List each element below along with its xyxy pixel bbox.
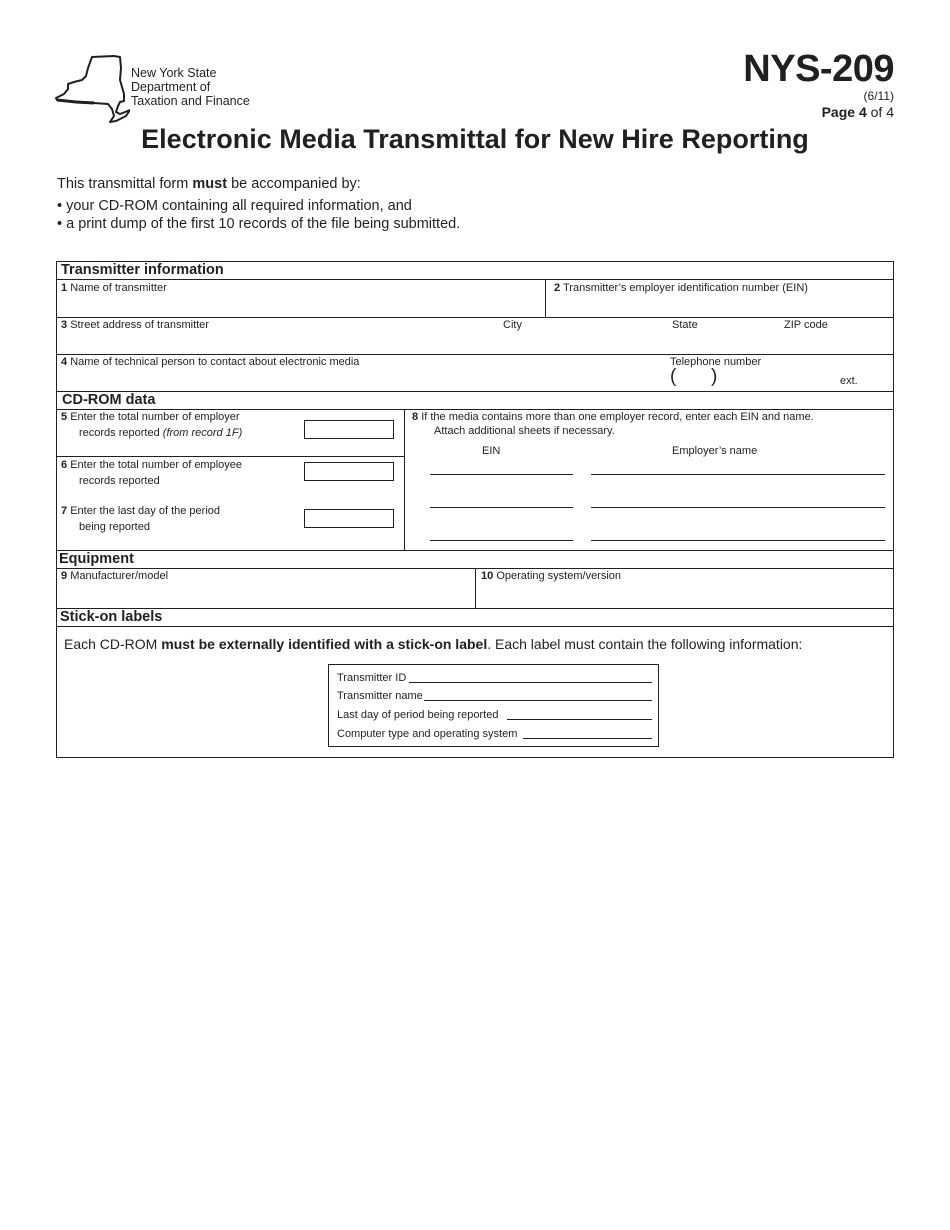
period-last-day-input[interactable] bbox=[304, 509, 394, 528]
area-code-close-paren: ) bbox=[711, 366, 718, 387]
field-4-label bbox=[61, 355, 359, 369]
state-label: State bbox=[672, 319, 698, 331]
field-8-line-2: Attach additional sheets if necessary. bbox=[434, 425, 615, 437]
agency-name bbox=[131, 66, 250, 108]
telephone-label: Telephone number bbox=[670, 356, 762, 368]
name-of-transmitter-input[interactable] bbox=[57, 295, 544, 316]
ein-column-header: EIN bbox=[482, 445, 501, 457]
field-1-number: 1 bbox=[61, 282, 68, 294]
field-10-label bbox=[481, 569, 621, 583]
label-item-computer-type: Computer type and operating system bbox=[337, 728, 518, 740]
field-3-number: 3 bbox=[61, 319, 68, 331]
field-8-number: 8 bbox=[412, 411, 419, 423]
intro-lead-after: be accompanied by: bbox=[231, 176, 361, 192]
field-7-line-2: being reported bbox=[79, 521, 150, 533]
form-revision: (6/11) bbox=[863, 89, 894, 103]
zip-label: ZIP code bbox=[784, 319, 828, 331]
field-2-label bbox=[554, 281, 808, 295]
field-10-number: 10 bbox=[481, 570, 494, 582]
transmitter-ein-input[interactable] bbox=[547, 295, 892, 316]
field-5-number: 5 bbox=[61, 411, 68, 423]
field-7-number: 7 bbox=[61, 505, 68, 517]
intro-lead-bold: must bbox=[192, 176, 228, 192]
field-1-text: Name of transmitter bbox=[70, 282, 167, 294]
section-cdrom-heading: CD-ROM data bbox=[62, 392, 156, 408]
field-8-line-1: If the media contains more than one employer record, enter each EIN and name. bbox=[421, 411, 814, 423]
page-of: of 4 bbox=[870, 104, 894, 120]
field-10-text: Operating system/version bbox=[496, 570, 622, 582]
label-item-transmitter-id: Transmitter ID bbox=[337, 672, 407, 684]
manufacturer-model-input[interactable] bbox=[57, 584, 473, 606]
state-input[interactable] bbox=[668, 333, 778, 353]
ein-line-2[interactable] bbox=[430, 507, 573, 508]
ein-line-1[interactable] bbox=[430, 474, 573, 475]
city-input[interactable] bbox=[500, 333, 665, 353]
agency-line-3: Taxation and Finance bbox=[131, 94, 250, 108]
telephone-input[interactable] bbox=[722, 370, 832, 388]
labels-text-bold: must be externally identified with a stick-on label bbox=[161, 636, 488, 652]
field-3-label bbox=[61, 318, 209, 332]
field-4-text: Name of technical person to contact about electronic media bbox=[70, 356, 360, 368]
sample-label-box bbox=[328, 664, 659, 747]
field-1-label bbox=[61, 281, 167, 295]
field-9-text: Manufacturer/model bbox=[70, 570, 169, 582]
employer-name-column-header: Employer’s name bbox=[672, 445, 758, 457]
field-7-line-1: Enter the last day of the period bbox=[70, 505, 221, 517]
labels-text-before: Each CD-ROM bbox=[64, 636, 158, 652]
field-5-line-2: records reported bbox=[79, 427, 160, 439]
page-indicator bbox=[822, 104, 894, 120]
area-code-open-paren: ( bbox=[670, 366, 677, 387]
new-york-state-outline-icon bbox=[54, 54, 130, 124]
city-label: City bbox=[503, 319, 522, 331]
technical-contact-input[interactable] bbox=[57, 370, 657, 390]
label-item-last-day: Last day of period being reported bbox=[337, 709, 499, 721]
field-2-text: Transmitter’s employer identification number (EIN) bbox=[562, 282, 808, 294]
ext-label: ext. bbox=[840, 375, 858, 387]
zip-input[interactable] bbox=[781, 333, 891, 353]
employee-records-count-input[interactable] bbox=[304, 462, 394, 481]
operating-system-input[interactable] bbox=[477, 584, 891, 606]
ext-input[interactable] bbox=[862, 370, 890, 388]
employer-name-line-2[interactable] bbox=[591, 507, 885, 508]
nys-map-logo bbox=[54, 54, 130, 124]
section-transmitter-heading: Transmitter information bbox=[61, 262, 224, 278]
field-5-italic-note: (from record 1F) bbox=[162, 427, 243, 439]
intro-bullet-2: • a print dump of the first 10 records of the file being submitted. bbox=[57, 216, 461, 232]
form-number: NYS-209 bbox=[743, 48, 894, 90]
field-2-number: 2 bbox=[554, 282, 561, 294]
field-6-label bbox=[61, 458, 242, 488]
labels-instruction bbox=[64, 636, 802, 652]
section-labels-heading: Stick-on labels bbox=[60, 609, 163, 625]
field-8-label bbox=[412, 410, 814, 438]
field-6-line-1: Enter the total number of employee bbox=[70, 459, 243, 471]
field-5-label bbox=[61, 410, 242, 440]
field-9-number: 9 bbox=[61, 570, 68, 582]
intro-lead-before: This transmittal form bbox=[57, 176, 189, 192]
agency-line-1: New York State bbox=[131, 66, 217, 80]
employer-records-count-input[interactable] bbox=[304, 420, 394, 439]
employer-name-line-3[interactable] bbox=[591, 540, 885, 541]
ein-line-3[interactable] bbox=[430, 540, 573, 541]
label-item-transmitter-name: Transmitter name bbox=[337, 690, 423, 702]
intro-lead bbox=[57, 176, 361, 192]
field-3-text: Street address of transmitter bbox=[70, 319, 209, 331]
labels-text-after: . Each label must contain the following information: bbox=[487, 636, 803, 652]
agency-line-2: Department of bbox=[131, 80, 211, 94]
field-6-line-2: records reported bbox=[79, 475, 160, 487]
intro-bullet-1: • your CD-ROM containing all required information, and bbox=[57, 198, 412, 214]
field-7-label bbox=[61, 504, 220, 534]
page-title: Electronic Media Transmittal for New Hire Reporting bbox=[141, 124, 809, 154]
field-9-label bbox=[61, 569, 168, 583]
section-equipment-heading: Equipment bbox=[59, 551, 134, 567]
street-address-input[interactable] bbox=[57, 333, 497, 353]
field-4-number: 4 bbox=[61, 356, 68, 368]
field-6-number: 6 bbox=[61, 459, 68, 471]
area-code-input[interactable] bbox=[680, 370, 710, 388]
field-5-line-1: Enter the total number of employer bbox=[70, 411, 240, 423]
page-word: Page bbox=[821, 104, 856, 120]
employer-name-line-1[interactable] bbox=[591, 474, 885, 475]
page-number: 4 bbox=[858, 104, 867, 120]
